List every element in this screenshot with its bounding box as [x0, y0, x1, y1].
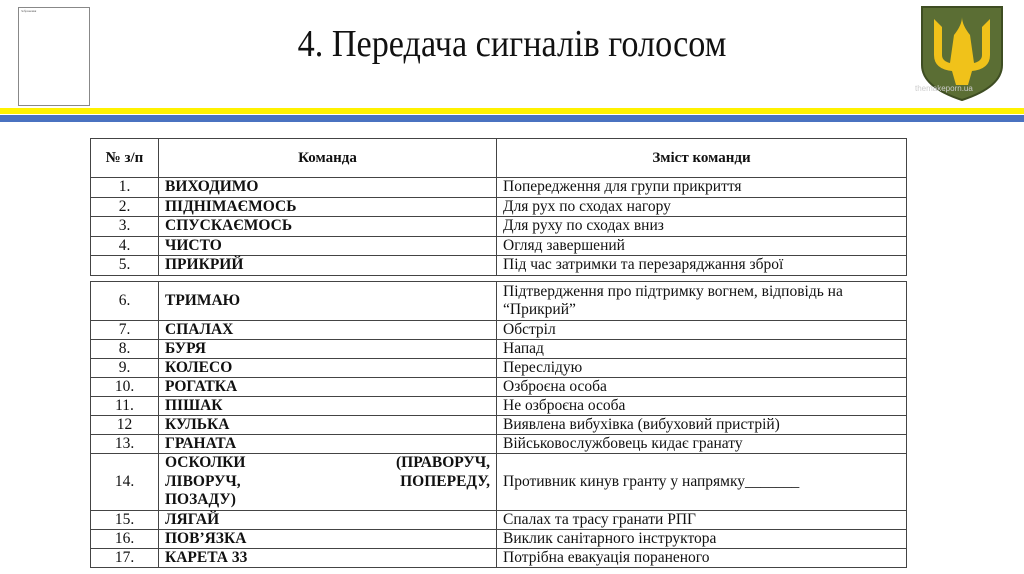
header-command: Команда — [159, 139, 497, 178]
table-row — [91, 511, 907, 530]
table-row — [91, 340, 907, 359]
row-meaning: Напад — [497, 340, 907, 359]
row-number: 1. — [91, 178, 159, 198]
row-number: 11. — [91, 397, 159, 416]
table-row — [91, 435, 907, 454]
row-number: 12 — [91, 416, 159, 435]
row-command: ВИХОДИМО — [159, 178, 497, 198]
row-command: ПОВ’ЯЗКА — [159, 530, 497, 549]
row-command: ПІШАК — [159, 397, 497, 416]
row-meaning: Потрібна евакуація пораненого — [497, 549, 907, 568]
row-number: 16. — [91, 530, 159, 549]
row-command — [159, 454, 497, 511]
commands-table-part1 — [90, 138, 907, 276]
table-row — [91, 378, 907, 397]
row-number: 3. — [91, 217, 159, 237]
row-number: 15. — [91, 511, 159, 530]
row-meaning: Огляд завершений — [497, 236, 907, 256]
table-row — [91, 178, 907, 198]
table-row — [91, 282, 907, 321]
row-meaning: Переслідую — [497, 359, 907, 378]
row-number: 6. — [91, 282, 159, 321]
row-command: ЧИСТО — [159, 236, 497, 256]
row-number: 17. — [91, 549, 159, 568]
row-command: ГРАНАТА — [159, 435, 497, 454]
row-meaning: Для руху по сходах вниз — [497, 217, 907, 237]
commands-table-part2 — [90, 281, 907, 568]
row-number: 14. — [91, 454, 159, 511]
table-row — [91, 256, 907, 276]
row-meaning: Підтвердження про підтримку вогнем, відповідь на “Прикрий” — [497, 282, 907, 321]
row-meaning: Противник кинув гранту у напрямку_______ — [497, 454, 907, 511]
slide-title: 4. Передача сигналів голосом — [297, 23, 727, 65]
row-command: ТРИМАЮ — [159, 282, 497, 321]
row-command: КОЛЕСО — [159, 359, 497, 378]
row-number: 7. — [91, 321, 159, 340]
table-row — [91, 397, 907, 416]
table-header-row — [91, 139, 907, 178]
command-line: ОСКОЛКИ (ПРАВОРУЧ, — [165, 454, 490, 472]
row-meaning: Під час затримки та перезаряджання зброї — [497, 256, 907, 276]
table-row — [91, 217, 907, 237]
command-line: ЛІВОРУЧ, ПОПЕРЕДУ, — [165, 472, 490, 490]
table-row — [91, 416, 907, 435]
row-meaning: Для рух по сходах нагору — [497, 197, 907, 217]
row-number: 13. — [91, 435, 159, 454]
row-meaning: Озброєна особа — [497, 378, 907, 397]
row-command: КАРЕТА 33 — [159, 549, 497, 568]
table-row — [91, 454, 907, 511]
watermark: themakeporn.ua — [915, 84, 973, 93]
row-meaning: Попередження для групи прикриття — [497, 178, 907, 198]
row-meaning: Виявлена вибухівка (вибуховий пристрій) — [497, 416, 907, 435]
row-meaning: Виклик санітарного інструктора — [497, 530, 907, 549]
row-number: 2. — [91, 197, 159, 217]
command-line: ПОЗАДУ) — [165, 491, 236, 509]
row-command: ЛЯГАЙ — [159, 511, 497, 530]
row-command: ПРИКРИЙ — [159, 256, 497, 276]
thumbnail-caption: Зображення — [21, 9, 37, 13]
header-meaning: Зміст команди — [497, 139, 907, 178]
row-command: КУЛЬКА — [159, 416, 497, 435]
row-command: СПУСКАЄМОСЬ — [159, 217, 497, 237]
table-row — [91, 359, 907, 378]
row-number: 9. — [91, 359, 159, 378]
table-row — [91, 549, 907, 568]
row-command: СПАЛАХ — [159, 321, 497, 340]
table-row — [91, 530, 907, 549]
table-row — [91, 321, 907, 340]
table-row — [91, 197, 907, 217]
row-command: БУРЯ — [159, 340, 497, 359]
row-number: 8. — [91, 340, 159, 359]
header-number: № з/п — [91, 139, 159, 178]
row-number: 4. — [91, 236, 159, 256]
row-command: РОГАТКА — [159, 378, 497, 397]
row-number: 5. — [91, 256, 159, 276]
row-meaning: Обстріл — [497, 321, 907, 340]
row-command: ПІДНІМАЄМОСЬ — [159, 197, 497, 217]
row-meaning: Спалах та трасу гранати РПГ — [497, 511, 907, 530]
row-meaning: Не озброєна особа — [497, 397, 907, 416]
blue-stripe — [0, 115, 1024, 122]
row-meaning: Військовослужбовець кидає гранату — [497, 435, 907, 454]
row-number: 10. — [91, 378, 159, 397]
table-row — [91, 236, 907, 256]
